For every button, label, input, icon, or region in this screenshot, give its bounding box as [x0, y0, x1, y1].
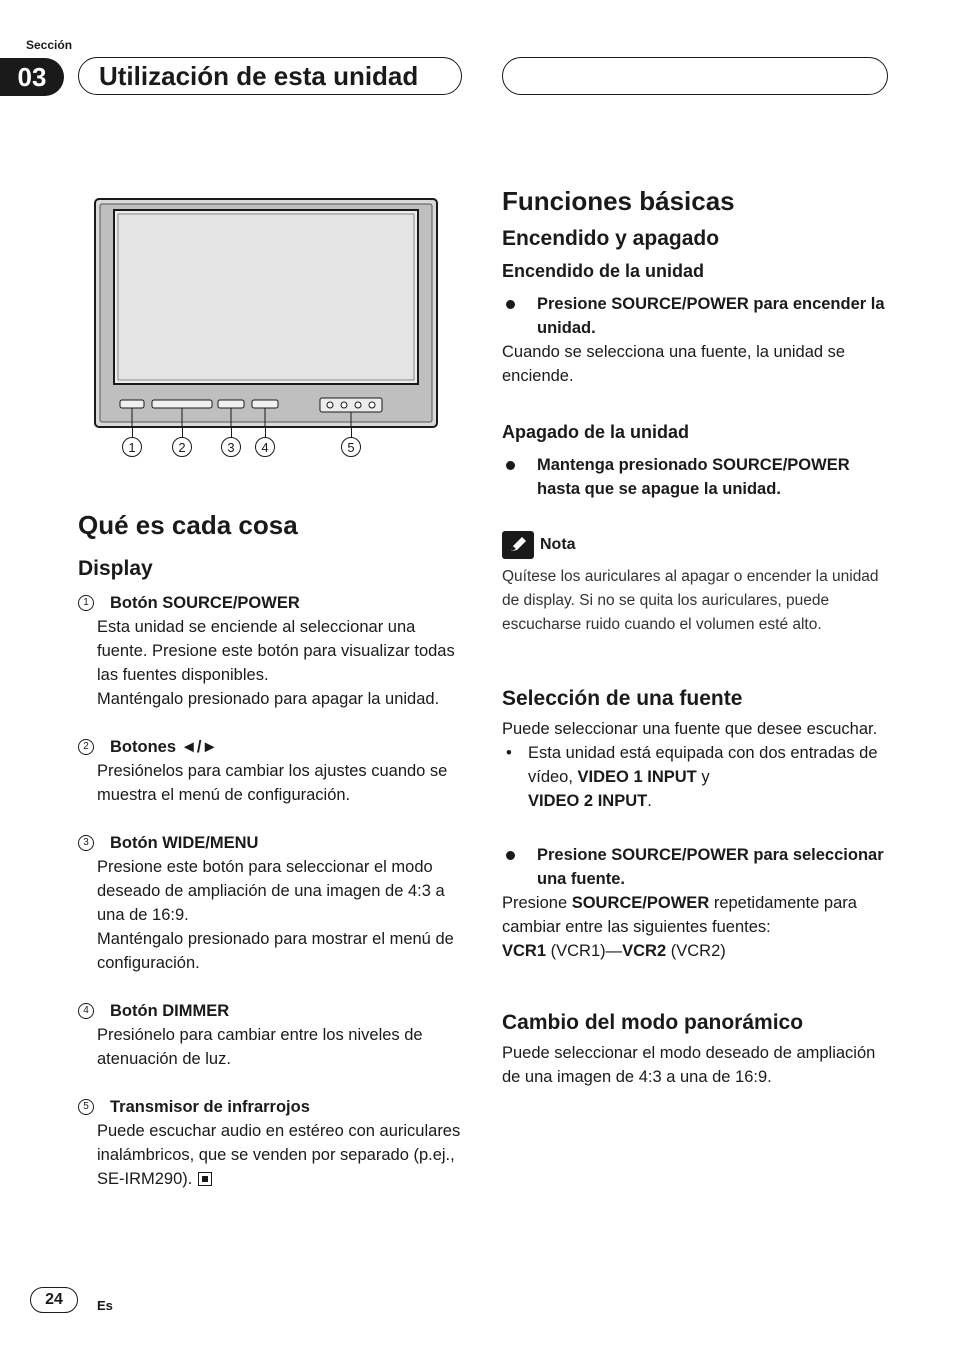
callout-4: 4	[255, 437, 275, 457]
left-column	[78, 510, 466, 1215]
source-desc	[502, 891, 892, 939]
note-header	[502, 531, 892, 559]
basic-functions-heading: Funciones básicas	[502, 186, 735, 216]
source-list	[502, 939, 892, 963]
callout-5: 5	[341, 437, 361, 457]
bullet-icon: •	[506, 744, 512, 762]
power-heading: Encendido y apagado	[502, 227, 720, 250]
bullet-icon	[506, 851, 515, 860]
source-bullet-end: .	[647, 792, 652, 810]
item-body: Presiónelos para cambiar los ajustes cuando se muestra el menú de configuración.	[97, 762, 448, 804]
note-label: Nota	[540, 536, 576, 553]
item-number: 2	[78, 739, 94, 755]
display-unit-illustration	[94, 198, 438, 428]
display-subheading: Display	[78, 557, 153, 580]
item-body: Presione este botón para seleccionar el modo deseado de ampliación de una imagen de 4:3 a una de 16:9.	[97, 858, 445, 924]
item-number: 1	[78, 595, 94, 611]
item-arrow-buttons	[78, 735, 466, 807]
power-on-step	[502, 292, 892, 340]
language-code: Es	[97, 1298, 113, 1313]
power-off-heading: Apagado de la unidad	[502, 422, 690, 442]
vcr1-label: VCR1	[502, 942, 547, 960]
item-ir-transmitter	[78, 1095, 466, 1191]
source-desc-prefix: Presione	[502, 894, 568, 912]
item-title: Transmisor de infrarrojos	[110, 1098, 310, 1116]
source-step	[502, 843, 892, 891]
figure-callouts	[94, 428, 438, 462]
source-bullet-and: y	[701, 768, 710, 786]
video2-input: VIDEO 2 INPUT	[528, 792, 648, 810]
whats-what-heading: Qué es cada cosa	[78, 510, 298, 540]
power-on-desc: Cuando se selecciona una fuente, la unidad se enciende.	[502, 343, 846, 385]
vcr1-paren: (VCR1)—	[550, 942, 623, 960]
page-number: 24	[30, 1287, 78, 1313]
source-intro: Puede seleccionar una fuente que desee escuchar.	[502, 720, 878, 738]
item-number: 5	[78, 1099, 94, 1115]
bullet-icon	[506, 461, 515, 470]
power-off-step-text: Mantenga presionado SOURCE/POWER hasta que se apague la unidad.	[537, 456, 850, 498]
item-body-2: Manténgalo presionado para mostrar el menú de configuración.	[97, 930, 454, 972]
callout-3: 3	[221, 437, 241, 457]
vcr2-paren: (VCR2)	[670, 942, 726, 960]
item-title: Botón DIMMER	[110, 1002, 230, 1020]
power-off-step	[502, 453, 892, 501]
callout-1: 1	[122, 437, 142, 457]
video1-input: VIDEO 1 INPUT	[577, 768, 697, 786]
item-body: Puede escuchar audio en estéreo con auriculares inalámbricos, que se venden por separado (p.ej., SE-IRM290).	[97, 1122, 461, 1188]
right-column	[502, 186, 892, 1089]
item-title: Botón SOURCE/POWER	[110, 594, 300, 612]
pencil-icon	[502, 531, 534, 559]
note-text: Quítese los auriculares al apagar o encender la unidad de display. Si no se quita los auriculares, puede escucharse ruido cuando el volumen esté alto.	[502, 568, 879, 633]
item-source-power	[78, 591, 466, 711]
item-title: Botón WIDE/MENU	[110, 834, 259, 852]
item-body: Presiónelo para cambiar entre los niveles de atenuación de luz.	[97, 1026, 423, 1068]
source-desc-suffix: repetidamente para cambiar entre las siguientes fuentes:	[502, 894, 857, 936]
source-heading: Selección de una fuente	[502, 687, 743, 710]
vcr2-label: VCR2	[622, 942, 667, 960]
bullet-icon	[506, 300, 515, 309]
source-step-text: Presione SOURCE/POWER para seleccionar una fuente.	[537, 846, 884, 888]
wide-text: Puede seleccionar el modo deseado de ampliación de una imagen de 4:3 a una de 16:9.	[502, 1044, 876, 1086]
header-empty-pill	[502, 57, 888, 95]
end-mark-icon	[198, 1172, 212, 1186]
item-number: 4	[78, 1003, 94, 1019]
wide-heading: Cambio del modo panorámico	[502, 1011, 804, 1034]
source-bullet	[502, 741, 892, 813]
callout-2: 2	[172, 437, 192, 457]
section-label: Sección	[26, 38, 73, 52]
item-dimmer	[78, 999, 466, 1071]
item-body-2: Manténgalo presionado para apagar la unidad.	[97, 690, 440, 708]
item-wide-menu	[78, 831, 466, 975]
source-bullet-text: Esta unidad está equipada con dos entradas de vídeo,	[528, 744, 878, 786]
item-body: Esta unidad se enciende al seleccionar una fuente. Presione este botón para visualizar todas las fuentes disponibles.	[97, 618, 455, 684]
source-desc-bold: SOURCE/POWER	[571, 894, 710, 912]
item-number: 3	[78, 835, 94, 851]
power-on-step-text: Presione SOURCE/POWER para encender la unidad.	[537, 295, 885, 337]
chapter-title: Utilización de esta unidad	[78, 57, 462, 95]
item-title: Botones ◄/►	[110, 738, 218, 756]
section-number: 03	[0, 58, 64, 96]
power-on-heading: Encendido de la unidad	[502, 261, 705, 281]
